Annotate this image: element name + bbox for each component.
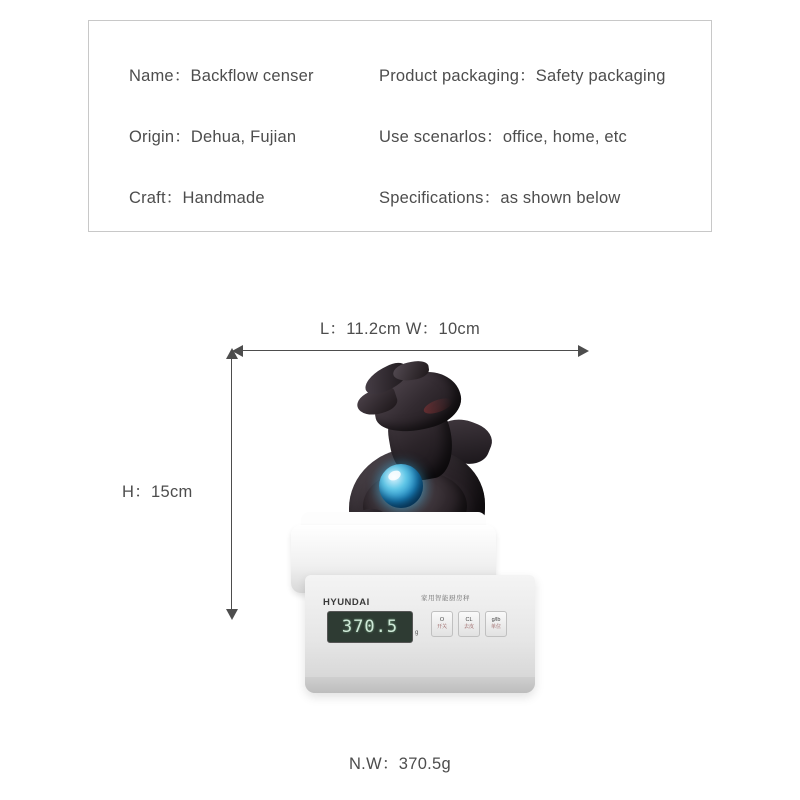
scale-button-label: g/lb [491,617,501,624]
scale-button-label-cn: 开关 [436,624,447,631]
scale-power-button[interactable] [431,611,453,637]
scale-button-row [431,611,507,637]
spec-grid [129,43,701,226]
scale-weight-value: 370.5 [341,617,399,637]
spec-label: Name： [129,66,191,85]
spec-value: Dehua, Fujian [190,127,297,146]
spec-cell-use-scenarios [379,123,627,147]
spec-value: office, home, etc [502,127,628,146]
spec-value: Handmade [182,188,265,207]
scale-tare-button[interactable] [458,611,480,637]
spec-row [129,165,701,226]
arrow-line [231,354,232,614]
scale-chinese-note: 家用智能厨房秤 [421,595,470,602]
spec-label: Specifications： [379,188,501,207]
scale-lcd-display [327,611,413,643]
dimension-arrow-horizontal [232,345,589,357]
spec-value: Safety packaging [535,66,666,85]
scale-button-label: CL [465,617,473,624]
product-spec-table [88,20,712,232]
net-weight-label: N.W：370.5g [348,755,452,773]
product-photo [255,360,575,735]
dimension-arrow-vertical [226,348,238,620]
spec-cell-product-packaging [379,62,666,86]
scale-button-label-cn: 去皮 [463,624,474,631]
scale-unit-button[interactable] [485,611,507,637]
spec-cell-name [129,62,379,86]
dimension-label-width: L：11.2cm W：10cm [319,320,481,338]
arrow-line [238,350,583,351]
spec-cell-origin [129,123,379,147]
spec-value: as shown below [500,188,621,207]
dimension-label-height: H：15cm [122,483,193,501]
spec-label: Use scenarlos： [379,127,503,146]
scale-button-label-cn: 单位 [490,624,501,631]
spec-label: Product packaging： [379,66,536,85]
spec-cell-craft [129,184,379,208]
scale-brand-label: HYUNDAI [323,597,370,608]
scale-button-label: O [439,617,445,624]
spec-row [129,104,701,165]
spec-label: Origin： [129,127,191,146]
spec-cell-specifications [379,184,621,208]
arrow-head-right-icon [578,345,589,357]
spec-row [129,43,701,104]
spec-value: Backflow censer [190,66,314,85]
scale-unit-label: g [415,630,419,636]
blue-orb [379,464,423,508]
arrow-head-bottom-icon [226,609,238,620]
spec-label: Craft： [129,188,183,207]
kitchen-scale [305,575,535,693]
